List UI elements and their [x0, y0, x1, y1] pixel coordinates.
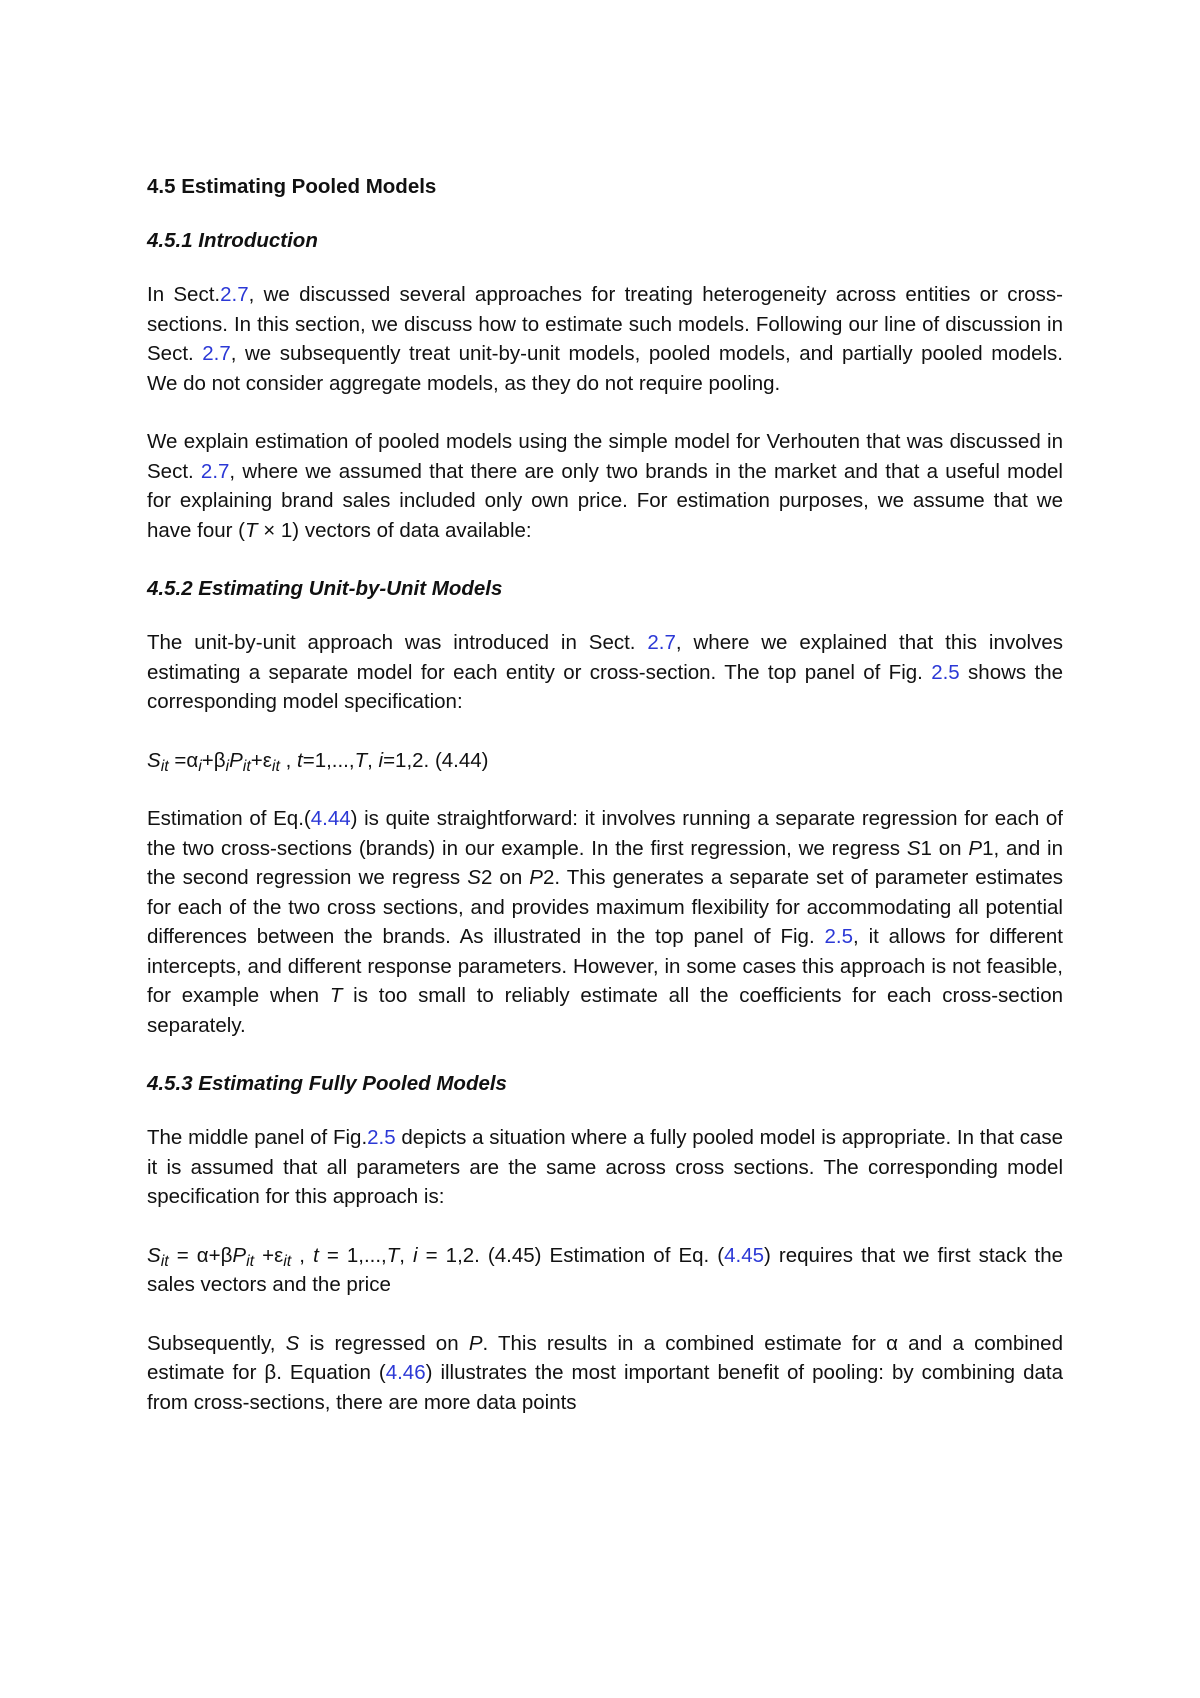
figure-ref-link[interactable]: 2.5: [367, 1126, 396, 1149]
equation-4-44: $S_{it} =\alpha_i+\beta_iP_{it}+\varepsilon_{it}$ , t=1,...,T, i=1,2. (4.44): [147, 748, 489, 775]
section-ref-link[interactable]: 2.7: [202, 342, 231, 365]
figure-ref-link[interactable]: 2.5: [824, 925, 854, 948]
equation-ref-link[interactable]: 4.46: [385, 1361, 426, 1384]
equation-ref-link[interactable]: 4.45: [724, 1243, 765, 1267]
unit-paragraph-1: The unit-by-unit approach was introduced in Sect. 2.7, where we explained that this involves estimating a separate model for each entity or cross-section. The top panel of Fig. 2.5 shows the corresponding model specification:: [147, 631, 1063, 713]
pooled-paragraph-2: $S_{it} = \alpha+\beta P_{it} +\varepsilon_{it}$ , t = 1,...,T, i = 1,2. (4.45) Estimation of Eq. (4.45) requires that we first stack the sales vectors and the price: [147, 1243, 1064, 1296]
pooled-heading: 4.5.3 Estimating Fully Pooled Models: [147, 1072, 507, 1095]
intro-paragraph-1: In Sect.2.7, we discussed several approaches for treating heterogeneity across entities or cross-sections. In this section, we discuss how to estimate such models. Following our line of discussion in Sect. 2.7, we subsequently treat unit-by-unit models, pooled models, and partially pooled models. We do not consider aggregate models, as they do not require pooling.: [147, 283, 1063, 395]
intro-heading: 4.5.1 Introduction: [147, 229, 318, 252]
unit-paragraph-2: Estimation of Eq.(4.44) is quite straightforward: it involves running a separate regression for each of the two cross-sections (brands) in our example. In the first regression, we regress S1 on P1, and in the second regression we regress S2 on P2. This generates a separate set of parameter estimates for each of the two cross sections, and provides maximum flexibility for accommodating all potential differences between the brands. As illustrated in the top panel of Fig. 2.5, it allows for different intercepts, and different response parameters. However, in some cases this approach is not feasible, for example when T is too small to reliably estimate all the coefficients for each cross-section separately.: [147, 807, 1064, 1037]
unit-heading: 4.5.2 Estimating Unit-by-Unit Models: [147, 577, 503, 600]
section-ref-link[interactable]: 2.7: [200, 459, 230, 483]
intro-paragraph-2: We explain estimation of pooled models using the simple model for Verhouten that was discussed in Sect. 2.7, where we assumed that there are only two brands in the market and that a useful model for explaining brand sales included only own price. For estimation purposes, we assume that we have four (T × 1) vectors of data available:: [147, 430, 1063, 542]
section-title: 4.5 Estimating Pooled Models: [147, 175, 437, 198]
equation-ref-link[interactable]: 4.44: [310, 807, 351, 830]
pooled-paragraph-1: The middle panel of Fig.2.5 depicts a situation where a fully pooled model is appropriate. In that case it is assumed that all parameters are the same across cross sections. The corresponding model specification for this approach is:: [147, 1126, 1064, 1208]
section-ref-link[interactable]: 2.7: [220, 283, 249, 306]
figure-ref-link[interactable]: 2.5: [931, 660, 960, 684]
document-page: [147, 172, 1063, 1446]
pooled-paragraph-3: Subsequently, S is regressed on P. This results in a combined estimate for α and a combined estimate for β. Equation (4.46) illustrates the most important benefit of pooling: by combining data from cross-sections, there are more data points: [147, 1331, 1063, 1414]
section-ref-link[interactable]: 2.7: [647, 631, 676, 654]
